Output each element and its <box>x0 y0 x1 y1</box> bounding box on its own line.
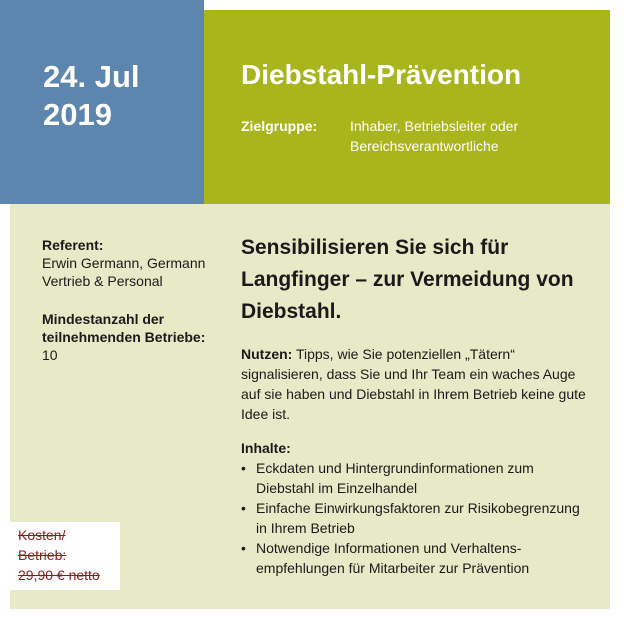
contents-list <box>241 458 586 578</box>
date-block <box>0 0 204 204</box>
contents-heading: Inhalte: <box>241 440 291 456</box>
sidebar-info <box>42 236 212 364</box>
list-item <box>241 458 586 498</box>
min-participants <box>42 310 212 364</box>
event-date: 24. Jul 2019 <box>43 59 140 132</box>
list-item <box>241 538 586 578</box>
list-item <box>241 498 586 538</box>
benefit-paragraph <box>241 344 586 424</box>
speaker-label: Referent: <box>42 237 104 253</box>
cost-value: 29,90 € netto <box>18 567 100 583</box>
event-title: Diebstahl-Prävention <box>241 59 522 90</box>
cost-label-line1: Kosten/ <box>18 527 66 543</box>
min-participants-label: Mindestanzahl der teilnehmenden Betriebe: <box>42 311 206 345</box>
headline: Sensibilisieren Sie sich für Langfinger – zur Vermeidung von Diebstahl. <box>241 236 574 323</box>
list-item-text: Einfache Einwirkungsfaktoren zur Risikobegrenzung in Ihrem Betrieb <box>256 500 580 536</box>
bullet-icon: • <box>241 460 246 476</box>
speaker-value: Erwin Germann, Germann Vertrieb & Personal <box>42 255 206 289</box>
benefit-text: Tipps, wie Sie potenziellen „Tätern“ signalisieren, dass Sie und Ihr Team ein waches Auge auf sie haben und Diebstahl in Ihrem Betrieb keine gute Idee ist. <box>241 346 586 422</box>
cost-label-line2: Betrieb: <box>18 547 67 563</box>
cost-box <box>10 522 120 590</box>
list-item-text: Notwendige Informationen und Verhaltensempfehlungen für Mitarbeiter zur Prävention <box>256 540 530 576</box>
min-participants-value: 10 <box>42 347 58 363</box>
bullet-icon: • <box>241 500 246 516</box>
audience-label: Zielgruppe: <box>241 118 318 134</box>
main-description <box>241 232 586 578</box>
list-item-text: Eckdaten und Hintergrundinformationen zum Diebstahl im Einzelhandel <box>256 460 534 496</box>
bullet-icon: • <box>241 540 246 556</box>
title-block <box>204 10 610 204</box>
benefit-label: Nutzen: <box>241 346 293 362</box>
audience-value: Inhaber, Betriebsleiter oder Bereichsverantwortliche <box>350 118 519 154</box>
